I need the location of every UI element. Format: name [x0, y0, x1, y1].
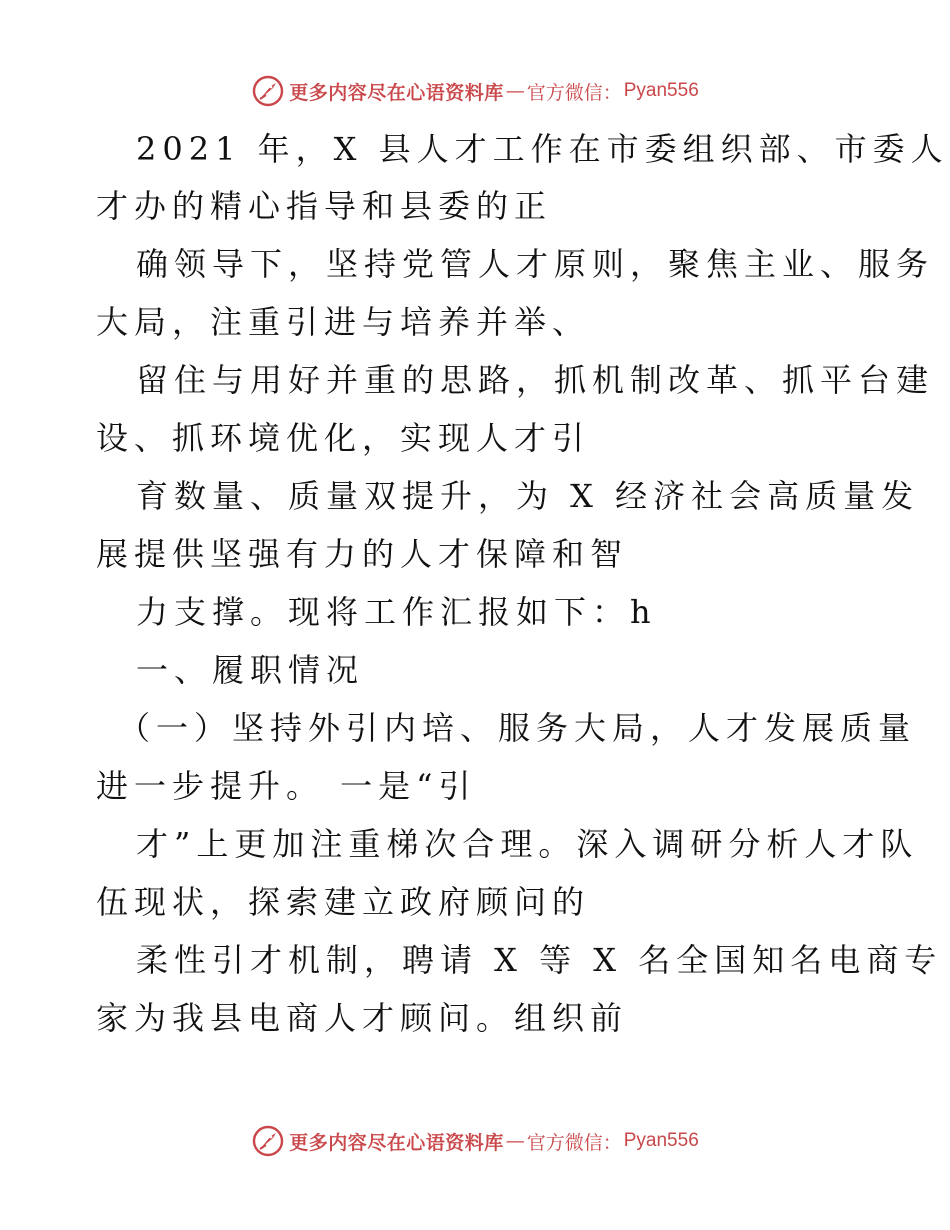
pen-nib-logo-icon [251, 1124, 285, 1158]
text-line: 伍现状，探索建立政府顾问的 [96, 883, 591, 921]
banner-site-text: 更多内容尽在心语资料库 [289, 1131, 504, 1154]
banner-wechat-label: 官方微信： [526, 1131, 622, 1154]
footer-banner [0, 1124, 950, 1158]
banner-dash: — [505, 80, 525, 102]
banner-wechat-id: Pyan556 [623, 80, 699, 101]
section-heading: 一、履职情况 [136, 651, 365, 689]
text-line: 设、抓环境优化，实现人才引 [96, 419, 591, 457]
text-line: 确领导下，坚持党管人才原则，聚焦主业、服务 [136, 245, 935, 283]
text-line: 2021 年，X 县人才工作在市委组织部、市委人 [136, 130, 949, 168]
banner-wechat-label: 官方微信： [526, 81, 622, 104]
text-line: 进一步提升。 一是“引 [96, 767, 477, 805]
banner-wechat-id: Pyan556 [623, 1130, 699, 1151]
text-line: 大局，注重引进与培养并举、 [96, 303, 591, 341]
text-line: 才”上更加注重梯次合理。深入调研分析人才队 [136, 825, 919, 863]
text-line: 育数量、质量双提升，为 X 经济社会高质量发 [136, 477, 920, 515]
text-line: 展提供坚强有力的人才保障和智 [96, 535, 629, 573]
text-line: 留住与用好并重的思路，抓机制改革、抓平台建 [136, 361, 935, 399]
banner-dash: — [505, 1130, 525, 1152]
text-line: 力支撑。现将工作汇报如下：h [136, 593, 657, 631]
text-line: 柔性引才机制，聘请 X 等 X 名全国知名电商专 [136, 941, 943, 979]
banner-site-text: 更多内容尽在心语资料库 [289, 81, 504, 104]
text-line: 才办的精心指导和县委的正 [96, 187, 553, 225]
pen-nib-logo-icon [251, 74, 285, 108]
text-line: （一）坚持外引内培、服务大局，人才发展质量 [118, 709, 917, 747]
header-banner [0, 74, 950, 108]
text-line: 家为我县电商人才顾问。组织前 [96, 999, 629, 1037]
